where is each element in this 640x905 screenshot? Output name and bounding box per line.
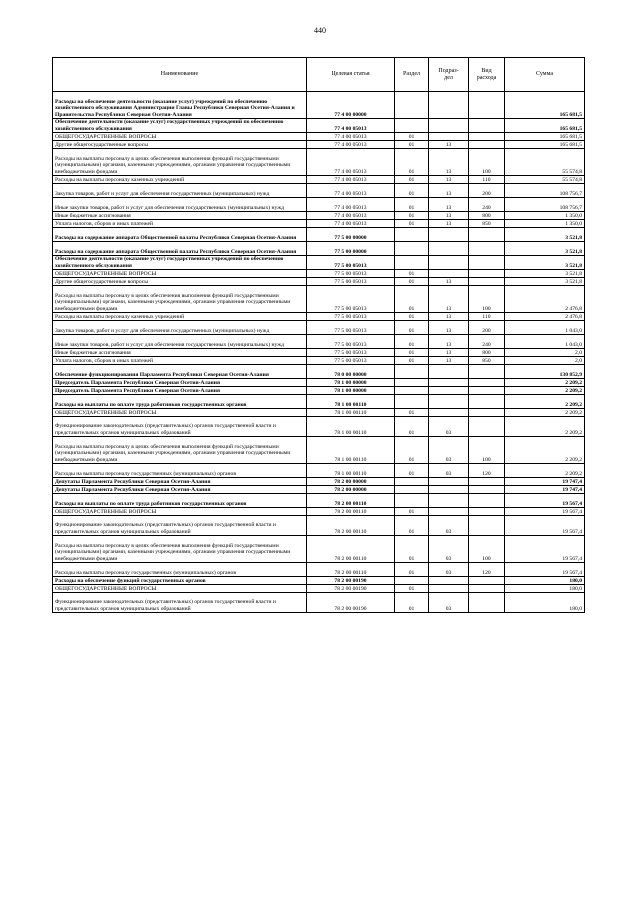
cell-amount: 3 521,8	[505, 270, 585, 278]
cell-expense-type	[469, 593, 505, 613]
cell-subsection: 03	[429, 464, 469, 478]
cell-name: Другие общегосударственные вопросы	[53, 278, 307, 286]
cell-section: 01	[395, 417, 429, 437]
cell-section: 01	[395, 149, 429, 176]
cell-section	[395, 577, 429, 585]
cell-name: Функционирование законодательных (представительных) органов государственной власти и представительных органов муниципальных образований	[53, 593, 307, 613]
cell-expense-type: 240	[469, 335, 505, 349]
table-row	[53, 486, 585, 494]
table-row	[53, 313, 585, 321]
cell-name: Обеспечение деятельности (оказание услуг) государственных учреждений по обеспечению хозяйственного обслуживания	[53, 256, 307, 270]
cell-section	[395, 478, 429, 486]
table-row	[53, 536, 585, 563]
cell-target-code: 77 4 00 05013	[307, 184, 395, 198]
cell-amount: 180,0	[505, 577, 585, 585]
cell-expense-type: 120	[469, 464, 505, 478]
table-row	[53, 286, 585, 313]
cell-expense-type: 200	[469, 321, 505, 335]
cell-section: 01	[395, 278, 429, 286]
cell-expense-type	[469, 577, 505, 585]
cell-expense-type: 800	[469, 212, 505, 220]
cell-subsection: 03	[429, 417, 469, 437]
cell-amount: 19 747,4	[505, 478, 585, 486]
cell-target-code: 77 5 00 05013	[307, 278, 395, 286]
table-row	[53, 593, 585, 613]
cell-target-code: 78 1 00 00000	[307, 379, 395, 387]
table-row	[53, 176, 585, 184]
cell-section: 01	[395, 349, 429, 357]
cell-section: 01	[395, 220, 429, 228]
cell-name: Иные закупки товаров, работ и услуг для обеспечения государственных (муниципальных) нужд	[53, 198, 307, 212]
cell-expense-type: 100	[469, 536, 505, 563]
cell-target-code: 77 4 00 05013	[307, 220, 395, 228]
cell-subsection	[429, 577, 469, 585]
cell-name: ОБЩЕГОСУДАРСТВЕННЫЕ ВОПРОСЫ	[53, 133, 307, 141]
cell-expense-type	[469, 242, 505, 256]
cell-target-code: 77 4 00 05013	[307, 176, 395, 184]
table-row	[53, 141, 585, 149]
cell-expense-type	[469, 478, 505, 486]
cell-name: Расходы на выплаты персоналу государственных (муниципальных) органов	[53, 563, 307, 577]
cell-section	[395, 228, 429, 242]
cell-name: Иные закупки товаров, работ и услуг для обеспечения государственных (муниципальных) нужд	[53, 335, 307, 349]
cell-subsection	[429, 365, 469, 379]
cell-subsection: 13	[429, 278, 469, 286]
cell-section: 01	[395, 536, 429, 563]
cell-amount: 2 209,2	[505, 379, 585, 387]
cell-section: 01	[395, 563, 429, 577]
cell-name: Председатель Парламента Республики Северная Осетия-Алания	[53, 387, 307, 395]
budget-table	[52, 57, 585, 613]
cell-target-code: 78 2 00 00110	[307, 563, 395, 577]
cell-name: Расходы на содержание аппарата Общественной палаты Республики Северная Осетия-Алания	[53, 228, 307, 242]
cell-target-code: 78 2 00 00110	[307, 536, 395, 563]
cell-expense-type: 120	[469, 563, 505, 577]
cell-section	[395, 486, 429, 494]
table-row	[53, 184, 585, 198]
cell-amount: 3 521,8	[505, 256, 585, 270]
header-section: Раздел	[395, 58, 429, 92]
table-row	[53, 387, 585, 395]
cell-expense-type	[469, 387, 505, 395]
cell-name: Расходы на выплаты по оплате труда работников государственных органов	[53, 395, 307, 409]
cell-section	[395, 92, 429, 119]
cell-subsection: 13	[429, 212, 469, 220]
table-row	[53, 133, 585, 141]
table-row	[53, 464, 585, 478]
cell-name: ОБЩЕГОСУДАРСТВЕННЫЕ ВОПРОСЫ	[53, 585, 307, 593]
cell-name: Обеспечение деятельности (оказание услуг) государственных учреждений по обеспечению хозяйственного обслуживания	[53, 119, 307, 133]
cell-name: Расходы на обеспечение деятельности (оказание услуг) учреждений по обеспечению хозяйственного обслуживания Администрации Главы Республики Северная Осетия-Алания и Правительства Республики Северная Осетия-Алания	[53, 92, 307, 119]
cell-section: 01	[395, 313, 429, 321]
cell-name: Расходы на выплаты персоналу в целях обеспечения выполнения функций государственными (муниципальными) органами, казенными учреждениями, органами управления государственными внебюджетными фондами	[53, 286, 307, 313]
cell-section	[395, 119, 429, 133]
cell-expense-type: 240	[469, 198, 505, 212]
table-row	[53, 321, 585, 335]
cell-target-code: 77 4 00 00000	[307, 92, 395, 119]
cell-expense-type: 100	[469, 437, 505, 464]
cell-amount: 3 521,8	[505, 228, 585, 242]
cell-expense-type	[469, 486, 505, 494]
cell-section	[395, 242, 429, 256]
cell-amount: 2,0	[505, 349, 585, 357]
cell-expense-type: 800	[469, 349, 505, 357]
table-row	[53, 92, 585, 119]
cell-subsection	[429, 379, 469, 387]
cell-amount: 130 852,9	[505, 365, 585, 379]
table-row	[53, 585, 585, 593]
cell-name: Расходы на выплаты персоналу государственных (муниципальных) органов	[53, 464, 307, 478]
cell-subsection: 13	[429, 149, 469, 176]
cell-amount: 2 209,2	[505, 437, 585, 464]
cell-name: ОБЩЕГОСУДАРСТВЕННЫЕ ВОПРОСЫ	[53, 270, 307, 278]
cell-section	[395, 395, 429, 409]
cell-subsection: 03	[429, 437, 469, 464]
cell-target-code: 78 1 00 00110	[307, 437, 395, 464]
header-type: Вид расхода	[469, 58, 505, 92]
cell-expense-type	[469, 585, 505, 593]
cell-target-code: 78 2 00 00110	[307, 508, 395, 516]
cell-name: Иные бюджетные ассигнования	[53, 349, 307, 357]
cell-expense-type: 850	[469, 220, 505, 228]
cell-section: 01	[395, 321, 429, 335]
cell-target-code: 78 2 00 00000	[307, 486, 395, 494]
cell-expense-type	[469, 379, 505, 387]
cell-subsection	[429, 256, 469, 270]
cell-section	[395, 379, 429, 387]
cell-section: 01	[395, 270, 429, 278]
cell-amount: 3 521,8	[505, 242, 585, 256]
cell-target-code: 77 5 00 00000	[307, 228, 395, 242]
cell-section	[395, 387, 429, 395]
cell-amount: 19 567,4	[505, 536, 585, 563]
table-row	[53, 516, 585, 536]
cell-target-code: 78 2 00 00190	[307, 577, 395, 585]
cell-target-code: 77 5 00 05013	[307, 256, 395, 270]
cell-subsection	[429, 242, 469, 256]
cell-subsection: 13	[429, 357, 469, 365]
cell-amount: 1 350,0	[505, 220, 585, 228]
cell-subsection: 13	[429, 184, 469, 198]
cell-name: Депутаты Парламента Республики Северная Осетия-Алания	[53, 486, 307, 494]
cell-expense-type	[469, 494, 505, 508]
cell-subsection	[429, 270, 469, 278]
cell-target-code: 77 4 00 05013	[307, 133, 395, 141]
cell-section: 01	[395, 184, 429, 198]
cell-section: 01	[395, 437, 429, 464]
cell-subsection	[429, 133, 469, 141]
cell-expense-type	[469, 365, 505, 379]
cell-section: 01	[395, 198, 429, 212]
cell-amount: 165 681,5	[505, 92, 585, 119]
cell-target-code: 77 4 00 05013	[307, 149, 395, 176]
cell-name: Функционирование законодательных (представительных) органов государственной власти и представительных органов муниципальных образований	[53, 516, 307, 536]
cell-amount: 1 043,0	[505, 335, 585, 349]
cell-amount: 19 567,4	[505, 494, 585, 508]
cell-section: 01	[395, 357, 429, 365]
cell-expense-type	[469, 133, 505, 141]
cell-target-code: 78 2 00 00190	[307, 593, 395, 613]
cell-subsection	[429, 387, 469, 395]
cell-target-code: 78 1 00 00110	[307, 417, 395, 437]
table-row	[53, 119, 585, 133]
cell-subsection: 03	[429, 563, 469, 577]
cell-subsection	[429, 494, 469, 508]
cell-section: 01	[395, 176, 429, 184]
cell-section	[395, 365, 429, 379]
cell-amount: 2,0	[505, 357, 585, 365]
table-row	[53, 437, 585, 464]
cell-amount: 55 574,8	[505, 176, 585, 184]
table-row	[53, 256, 585, 270]
cell-target-code: 78 1 00 00110	[307, 409, 395, 417]
cell-amount: 19 567,4	[505, 563, 585, 577]
cell-section: 01	[395, 409, 429, 417]
cell-subsection	[429, 119, 469, 133]
cell-subsection: 03	[429, 593, 469, 613]
cell-amount: 108 756,7	[505, 198, 585, 212]
cell-subsection: 13	[429, 313, 469, 321]
table-row	[53, 278, 585, 286]
cell-expense-type: 200	[469, 184, 505, 198]
table-row	[53, 270, 585, 278]
cell-section: 01	[395, 516, 429, 536]
table-row	[53, 242, 585, 256]
cell-amount: 19 567,4	[505, 516, 585, 536]
table-row	[53, 228, 585, 242]
cell-name: Расходы на выплаты персоналу казенных учреждений	[53, 176, 307, 184]
cell-target-code: 78 2 00 00110	[307, 516, 395, 536]
cell-target-code: 78 1 00 00110	[307, 395, 395, 409]
cell-expense-type	[469, 409, 505, 417]
table-header-row	[53, 58, 585, 92]
cell-name: Расходы на выплаты персоналу в целях обеспечения выполнения функций государственными (муниципальными) органами, казенными учреждениями, органами управления государственными внебюджетными фондами	[53, 536, 307, 563]
cell-section: 01	[395, 286, 429, 313]
cell-subsection: 13	[429, 349, 469, 357]
cell-expense-type	[469, 256, 505, 270]
cell-name: ОБЩЕГОСУДАРСТВЕННЫЕ ВОПРОСЫ	[53, 409, 307, 417]
cell-subsection: 13	[429, 321, 469, 335]
cell-subsection: 13	[429, 141, 469, 149]
header-subsection: Подраз- дел	[429, 58, 469, 92]
cell-section: 01	[395, 335, 429, 349]
cell-expense-type	[469, 516, 505, 536]
table-row	[53, 563, 585, 577]
table-row	[53, 149, 585, 176]
cell-subsection	[429, 478, 469, 486]
table-row	[53, 365, 585, 379]
cell-subsection	[429, 508, 469, 516]
cell-name: ОБЩЕГОСУДАРСТВЕННЫЕ ВОПРОСЫ	[53, 508, 307, 516]
table-row	[53, 357, 585, 365]
header-name: Наименование	[53, 58, 307, 92]
cell-amount: 1 043,0	[505, 321, 585, 335]
cell-target-code: 78 2 00 00190	[307, 585, 395, 593]
table-row	[53, 577, 585, 585]
cell-name: Уплата налогов, сборов и иных платежей	[53, 357, 307, 365]
cell-expense-type: 100	[469, 286, 505, 313]
cell-amount: 55 574,8	[505, 149, 585, 176]
cell-amount: 2 209,2	[505, 464, 585, 478]
cell-amount: 180,0	[505, 585, 585, 593]
cell-amount: 2 209,2	[505, 395, 585, 409]
cell-name: Закупка товаров, работ и услуг для обеспечения государственных (муниципальных) нужд	[53, 321, 307, 335]
cell-amount: 19 747,4	[505, 486, 585, 494]
table-row	[53, 198, 585, 212]
cell-name: Председатель Парламента Республики Северная Осетия-Алания	[53, 379, 307, 387]
cell-name: Уплата налогов, сборов и иных платежей	[53, 220, 307, 228]
cell-subsection: 13	[429, 286, 469, 313]
cell-section: 01	[395, 133, 429, 141]
table-row	[53, 335, 585, 349]
cell-subsection	[429, 228, 469, 242]
header-code: Целевая статья	[307, 58, 395, 92]
table-row	[53, 395, 585, 409]
table-row	[53, 508, 585, 516]
cell-target-code: 78 1 00 00110	[307, 464, 395, 478]
cell-amount: 165 681,5	[505, 119, 585, 133]
cell-subsection: 03	[429, 516, 469, 536]
cell-target-code: 77 5 00 05013	[307, 270, 395, 278]
cell-amount: 2 209,2	[505, 387, 585, 395]
table-row	[53, 212, 585, 220]
cell-name: Расходы на содержание аппарата Общественной палаты Республики Северная Осетия-Алания	[53, 242, 307, 256]
cell-name: Иные бюджетные ассигнования	[53, 212, 307, 220]
cell-expense-type: 850	[469, 357, 505, 365]
table-row	[53, 409, 585, 417]
cell-expense-type	[469, 119, 505, 133]
cell-name: Обеспечение функционирования Парламента Республики Северная Осетия-Алания	[53, 365, 307, 379]
cell-subsection	[429, 486, 469, 494]
cell-expense-type	[469, 417, 505, 437]
cell-amount: 2 209,2	[505, 409, 585, 417]
cell-name: Депутаты Парламента Республики Северная Осетия-Алания	[53, 478, 307, 486]
cell-section: 01	[395, 464, 429, 478]
cell-expense-type	[469, 508, 505, 516]
table-row	[53, 379, 585, 387]
cell-subsection	[429, 409, 469, 417]
cell-amount: 2 476,8	[505, 286, 585, 313]
cell-amount: 1 350,0	[505, 212, 585, 220]
cell-subsection: 13	[429, 335, 469, 349]
cell-name: Расходы на выплаты персоналу казенных учреждений	[53, 313, 307, 321]
cell-section: 01	[395, 141, 429, 149]
cell-expense-type	[469, 270, 505, 278]
cell-expense-type	[469, 278, 505, 286]
cell-subsection: 13	[429, 220, 469, 228]
cell-name: Расходы на выплаты по оплате труда работников государственных органов	[53, 494, 307, 508]
cell-section: 01	[395, 593, 429, 613]
cell-name: Расходы на обеспечение функций государственных органов	[53, 577, 307, 585]
cell-subsection: 03	[429, 536, 469, 563]
cell-name: Другие общегосударственные вопросы	[53, 141, 307, 149]
cell-target-code: 77 5 00 05013	[307, 313, 395, 321]
cell-expense-type	[469, 92, 505, 119]
cell-target-code: 77 5 00 00000	[307, 242, 395, 256]
cell-name: Расходы на выплаты персоналу в целях обеспечения выполнения функций государственными (муниципальными) органами, казенными учреждениями, органами управления государственными внебюджетными фондами	[53, 149, 307, 176]
cell-subsection	[429, 585, 469, 593]
cell-target-code: 77 5 00 05013	[307, 335, 395, 349]
cell-amount: 2 476,8	[505, 313, 585, 321]
cell-name: Функционирование законодательных (представительных) органов государственной власти и представительных органов муниципальных образований	[53, 417, 307, 437]
cell-target-code: 77 5 00 05013	[307, 349, 395, 357]
cell-amount: 2 209,2	[505, 417, 585, 437]
cell-name: Расходы на выплаты персоналу в целях обеспечения выполнения функций государственными (муниципальными) органами, казенными учреждениями, органами управления государственными внебюджетными фондами	[53, 437, 307, 464]
cell-expense-type	[469, 228, 505, 242]
cell-target-code: 78 0 00 00000	[307, 365, 395, 379]
header-amount: Сумма	[505, 58, 585, 92]
table-row	[53, 417, 585, 437]
cell-subsection	[429, 395, 469, 409]
cell-expense-type: 110	[469, 313, 505, 321]
cell-target-code: 77 4 00 05013	[307, 198, 395, 212]
cell-expense-type: 100	[469, 149, 505, 176]
cell-section: 01	[395, 585, 429, 593]
cell-amount: 165 681,5	[505, 133, 585, 141]
cell-amount: 165 681,5	[505, 141, 585, 149]
cell-target-code: 77 5 00 05013	[307, 357, 395, 365]
cell-subsection	[429, 92, 469, 119]
cell-section	[395, 494, 429, 508]
cell-amount: 108 756,7	[505, 184, 585, 198]
table-row	[53, 478, 585, 486]
table-row	[53, 349, 585, 357]
cell-target-code: 77 5 00 05013	[307, 286, 395, 313]
cell-target-code: 77 4 00 05013	[307, 212, 395, 220]
page-number: 440	[314, 26, 326, 35]
cell-amount: 19 567,4	[505, 508, 585, 516]
cell-subsection: 13	[429, 176, 469, 184]
cell-expense-type	[469, 141, 505, 149]
cell-expense-type: 110	[469, 176, 505, 184]
cell-subsection: 13	[429, 198, 469, 212]
cell-target-code: 77 4 00 05013	[307, 141, 395, 149]
cell-amount: 3 521,8	[505, 278, 585, 286]
cell-expense-type	[469, 395, 505, 409]
cell-target-code: 77 4 00 05013	[307, 119, 395, 133]
cell-section	[395, 256, 429, 270]
cell-target-code: 78 2 00 00000	[307, 478, 395, 486]
cell-target-code: 78 2 00 00110	[307, 494, 395, 508]
cell-section: 01	[395, 508, 429, 516]
cell-target-code: 78 1 00 00000	[307, 387, 395, 395]
cell-name: Закупка товаров, работ и услуг для обеспечения государственных (муниципальных) нужд	[53, 184, 307, 198]
table-row	[53, 220, 585, 228]
cell-target-code: 77 5 00 05013	[307, 321, 395, 335]
table-row	[53, 494, 585, 508]
cell-amount: 180,0	[505, 593, 585, 613]
cell-section: 01	[395, 212, 429, 220]
